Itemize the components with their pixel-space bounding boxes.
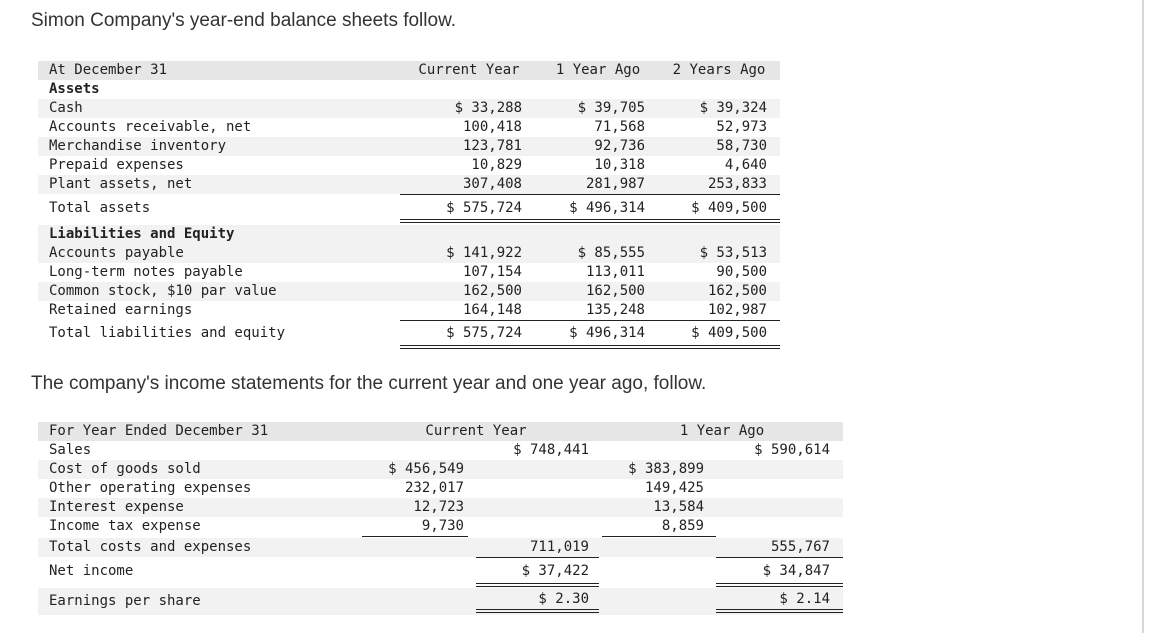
cell-current-year: 100,418 xyxy=(462,119,522,135)
cell-current-year: $ 575,724 xyxy=(446,325,522,341)
table-row xyxy=(38,517,843,536)
cell-1-year-ago: 8,859 xyxy=(661,518,704,534)
balance-header-2-years-ago: 2 Years Ago xyxy=(672,62,766,78)
cell-current-year: 162,500 xyxy=(462,283,522,299)
cell-current-year: $ 575,724 xyxy=(446,200,522,216)
cell-1-year-ago: 10,318 xyxy=(594,157,645,173)
expenses-rule-prior xyxy=(602,536,716,537)
row-label: Cost of goods sold xyxy=(49,461,201,477)
cell-current-year: $ 37,422 xyxy=(521,563,589,579)
cell-current-year: 307,408 xyxy=(462,176,522,192)
subtotal-rule xyxy=(400,320,780,321)
table-row xyxy=(38,244,780,263)
row-label: Cash xyxy=(49,100,83,116)
table-row xyxy=(38,301,780,320)
total-liabilities-row xyxy=(38,324,780,343)
cell-current-year: 123,781 xyxy=(462,138,522,154)
cell-2-years-ago: $ 409,500 xyxy=(691,325,767,341)
row-label: Common stock, $10 par value xyxy=(49,283,277,299)
cell-1-year-ago: 92,736 xyxy=(594,138,645,154)
cell-2-years-ago: 102,987 xyxy=(707,302,767,318)
cell-2-years-ago: 58,730 xyxy=(716,138,767,154)
row-label: Other operating expenses xyxy=(49,480,252,496)
row-label: Interest expense xyxy=(49,499,184,515)
cell-current-year: 10,829 xyxy=(471,157,522,173)
cell-1-year-ago: 555,767 xyxy=(770,539,830,555)
cell-current-year: 711,019 xyxy=(529,539,589,555)
row-label: Long-term notes payable xyxy=(49,264,243,280)
cell-1-year-ago: 162,500 xyxy=(585,283,645,299)
total-costs-row xyxy=(38,538,843,557)
total-double-rule xyxy=(716,609,843,613)
total-assets-row xyxy=(38,199,780,218)
cell-2-years-ago: 4,640 xyxy=(724,157,767,173)
row-label: Merchandise inventory xyxy=(49,138,227,154)
cell-1-year-ago: 13,584 xyxy=(653,499,704,515)
liabilities-heading-row xyxy=(38,225,780,244)
cell-1-year-ago: $ 39,705 xyxy=(577,100,645,116)
row-label: Total assets xyxy=(49,200,151,216)
table-row xyxy=(38,175,780,194)
right-border xyxy=(1142,0,1144,633)
row-label: Accounts receivable, net xyxy=(49,119,252,135)
cell-1-year-ago: $ 496,314 xyxy=(569,200,645,216)
cell-current-year: 12,723 xyxy=(413,499,464,515)
cell-2-years-ago: $ 53,513 xyxy=(699,245,767,261)
sales-row xyxy=(38,441,843,460)
total-double-rule xyxy=(476,583,599,587)
row-label: Income tax expense xyxy=(49,518,201,534)
total-double-rule xyxy=(716,583,843,587)
cell-current-year: 232,017 xyxy=(404,480,464,496)
cell-current-year: $ 456,549 xyxy=(388,461,464,477)
cell-1-year-ago: 281,987 xyxy=(585,176,645,192)
cell-2-years-ago: 52,973 xyxy=(716,119,767,135)
cell-current-year: 107,154 xyxy=(462,264,522,280)
cell-current-year: 9,730 xyxy=(421,518,464,534)
cell-1-year-ago: $ 383,899 xyxy=(628,461,704,477)
row-label: Total costs and expenses xyxy=(49,539,252,555)
table-row xyxy=(38,263,780,282)
cell-1-year-ago: 71,568 xyxy=(594,119,645,135)
cell-2-years-ago: $ 409,500 xyxy=(691,200,767,216)
cell-current-year: 164,148 xyxy=(462,302,522,318)
table-row xyxy=(38,282,780,301)
liabilities-heading: Liabilities and Equity xyxy=(49,226,235,242)
income-header-label: For Year Ended December 31 xyxy=(49,423,269,439)
balance-sheet-table xyxy=(38,61,780,351)
balance-header-1-year-ago: 1 Year Ago xyxy=(555,62,641,78)
income-header-row xyxy=(38,422,843,441)
cell-1-year-ago: 149,425 xyxy=(644,480,704,496)
row-label: Sales xyxy=(49,442,92,458)
cell-1-year-ago: $ 590,614 xyxy=(754,442,830,458)
cell-current-year: $ 141,922 xyxy=(446,245,522,261)
balance-header-row xyxy=(38,61,780,80)
table-row xyxy=(38,479,843,498)
row-label: Retained earnings xyxy=(49,302,193,318)
cell-2-years-ago: 162,500 xyxy=(707,283,767,299)
cell-1-year-ago: $ 34,847 xyxy=(762,563,830,579)
table-row xyxy=(38,118,780,137)
cell-2-years-ago: 253,833 xyxy=(707,176,767,192)
table-row xyxy=(38,498,843,517)
cell-2-years-ago: 90,500 xyxy=(716,264,767,280)
cell-1-year-ago: 135,248 xyxy=(585,302,645,318)
cell-2-years-ago: $ 39,324 xyxy=(699,100,767,116)
table-row xyxy=(38,99,780,118)
row-label: Accounts payable xyxy=(49,245,184,261)
table-row xyxy=(38,156,780,175)
income-statement-intro: The company's income statements for the current year and one year ago, follow. xyxy=(31,373,707,394)
table-row xyxy=(38,460,843,479)
income-header-1-year-ago: 1 Year Ago xyxy=(679,423,765,439)
income-header-current-year: Current Year xyxy=(425,423,527,439)
row-label: Total liabilities and equity xyxy=(49,325,286,341)
table-row xyxy=(38,137,780,156)
balance-sheet-intro: Simon Company's year-end balance sheets follow. xyxy=(31,10,457,31)
cell-current-year: $ 748,441 xyxy=(513,442,589,458)
cell-1-year-ago: $ 496,314 xyxy=(569,325,645,341)
net-income-row xyxy=(38,562,843,581)
subtotal-rule xyxy=(716,557,843,558)
subtotal-rule xyxy=(476,557,599,558)
assets-heading: Assets xyxy=(49,81,100,97)
balance-header-current-year: Current Year xyxy=(418,62,520,78)
cell-current-year: $ 33,288 xyxy=(454,100,522,116)
total-double-rule xyxy=(400,345,780,349)
row-label: Net income xyxy=(49,563,134,579)
income-statement-table xyxy=(38,422,843,617)
row-label: Earnings per share xyxy=(49,593,201,609)
balance-header-label: At December 31 xyxy=(49,62,168,78)
assets-heading-row xyxy=(38,80,780,99)
total-double-rule xyxy=(400,219,780,223)
cell-current-year: $ 2.30 xyxy=(538,591,589,607)
total-double-rule xyxy=(476,609,599,613)
row-label: Prepaid expenses xyxy=(49,157,184,173)
cell-1-year-ago: $ 85,555 xyxy=(577,245,645,261)
cell-1-year-ago: 113,011 xyxy=(585,264,645,280)
cell-1-year-ago: $ 2.14 xyxy=(779,591,830,607)
row-label: Plant assets, net xyxy=(49,176,193,192)
expenses-rule-current xyxy=(362,536,468,537)
subtotal-rule xyxy=(400,194,780,195)
